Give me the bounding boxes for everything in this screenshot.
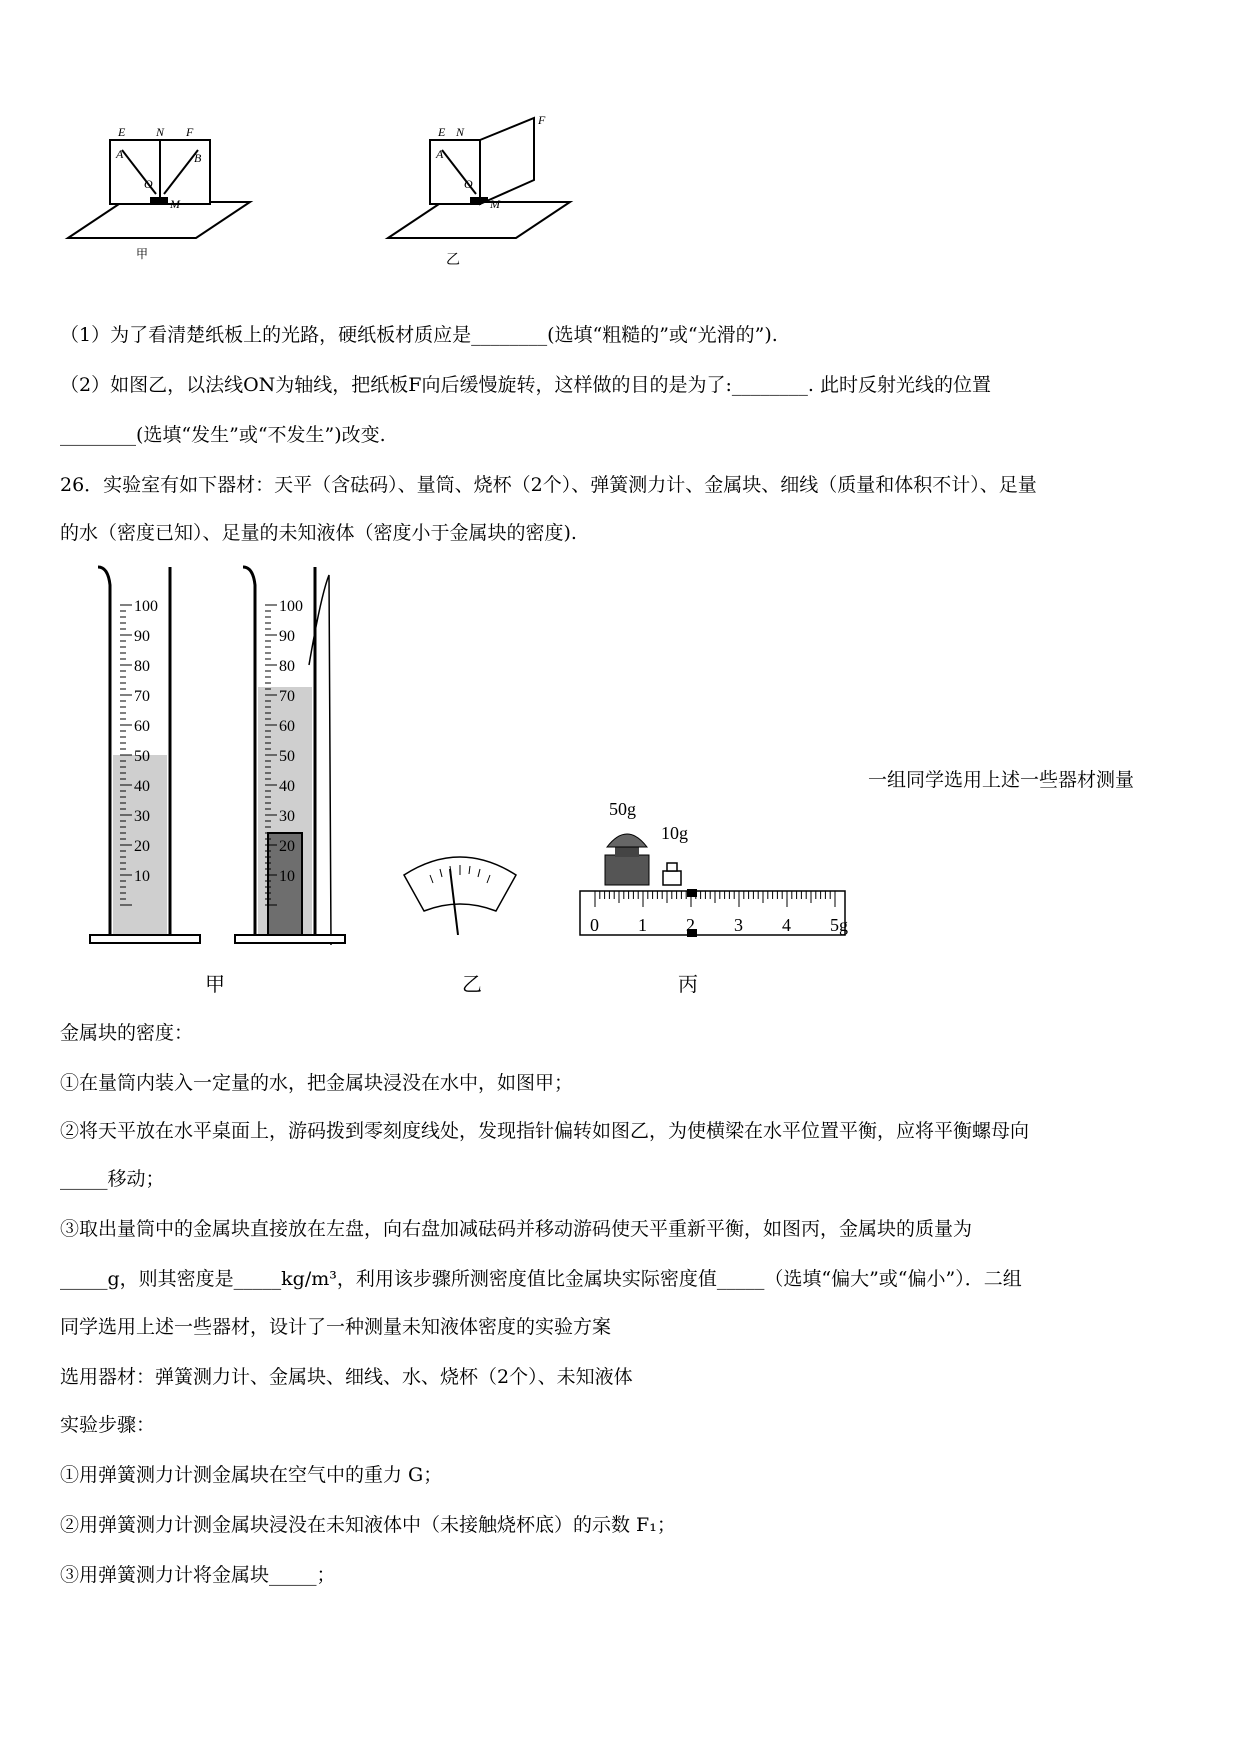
label-F-2: F (538, 113, 546, 127)
cylinder-tick-label: 70 (279, 688, 295, 705)
cylinder-tick-label: 80 (279, 658, 295, 675)
cylinder-tick-label: 30 (279, 808, 295, 825)
cylinder-jia-with-block (225, 565, 355, 950)
caption-jia: 甲 (205, 972, 225, 996)
step-3a: ③取出量筒中的金属块直接放在左盘，向右盘加减砝码并移动游码使天平重新平衡，如图丙，金属块的质量为 (60, 1218, 973, 1240)
label-F: F (186, 125, 194, 139)
scale-label: 0 (590, 915, 599, 935)
label-A-2: A (436, 147, 444, 161)
label-N-2: N (456, 125, 465, 139)
cylinder-tick-label: 60 (134, 718, 150, 735)
exp-step-1: ①用弹簧测力计测金属块在空气中的重力 G； (60, 1464, 443, 1486)
equipment-line: 选用器材：弹簧测力计、金属块、细线、水、烧杯（2个）、未知液体 (60, 1366, 633, 1388)
step-2a: ②将天平放在水平桌面上，游码拨到零刻度线处，发现指针偏转如图乙，为使横梁在水平位置平衡，应将平衡螺母向 (60, 1120, 1030, 1142)
label-B: B (194, 151, 202, 165)
step-2b: _____移动； (60, 1168, 165, 1190)
density-heading: 金属块的密度： (60, 1022, 194, 1044)
cylinder-tick-label: 70 (134, 688, 150, 705)
cylinder-tick-label: 10 (134, 868, 150, 885)
label-A: A (116, 147, 124, 161)
caption-jia-top: 甲 (136, 247, 149, 261)
weight-10g-label: 10g (661, 823, 688, 843)
cylinder-tick-label: 40 (134, 778, 150, 795)
caption-yi: 乙 (462, 972, 482, 996)
label-M: M (170, 197, 180, 211)
label-N: N (156, 125, 165, 139)
exp-step-2: ②用弹簧测力计测金属块浸没在未知液体中（未接触烧杯底）的示数 F₁； (60, 1514, 676, 1536)
label-O: O (144, 177, 153, 191)
cylinder-jia (80, 565, 210, 950)
reflection-figure (60, 110, 360, 280)
cylinder-tick-label: 90 (134, 628, 150, 645)
cylinder-tick-label: 20 (134, 838, 150, 855)
cylinder-tick-label: 20 (279, 838, 295, 855)
label-M-2: M (490, 197, 500, 211)
caption-yi-top: 乙 (446, 253, 460, 268)
step-1: ①在量筒内装入一定量的水，把金属块浸没在水中，如图甲； (60, 1072, 574, 1094)
scale-label: 2 (686, 915, 695, 935)
balance-scale (575, 785, 850, 945)
q25-part2a: （2）如图乙，以法线ON为轴线，把纸板F向后缓慢旋转，这样做的目的是为了:________. 此时反射光线的位置 (60, 374, 991, 396)
scale-label: 1 (638, 915, 647, 935)
cylinder-tick-label: 90 (279, 628, 295, 645)
step-3b: _____g，则其密度是_____kg/m³，利用该步骤所测密度值比金属块实际密度值_____（选填“偏大”或“偏小”）．二组 (60, 1268, 1022, 1290)
label-E-2: E (438, 125, 446, 139)
q26-intro-b: 的水（密度已知）、足量的未知液体（密度小于金属块的密度). (60, 522, 577, 544)
cylinder-tick-label: 40 (279, 778, 295, 795)
cylinder-tick-label: 10 (279, 868, 295, 885)
cylinder-tick-label: 100 (134, 598, 158, 615)
reflection-figure-rotated (380, 110, 620, 280)
cylinder-tick-label: 100 (279, 598, 303, 615)
q26-intro-a: 26．实验室有如下器材：天平（含砝码）、量筒、烧杯（2个）、弹簧测力计、金属块、细线（质量和体积不计）、足量 (60, 474, 1037, 496)
cylinder-tick-label: 30 (134, 808, 150, 825)
caption-bing: 丙 (678, 972, 698, 996)
pointer-dial (400, 845, 520, 935)
weight-50g-label: 50g (609, 799, 636, 819)
scale-label: 5g (830, 915, 848, 935)
cylinder-tick-label: 50 (134, 748, 150, 765)
cylinder-tick-label: 60 (279, 718, 295, 735)
label-E: E (118, 125, 126, 139)
q25-part2b: ________(选填“发生”或“不发生”)改变. (60, 424, 386, 446)
label-O-2: O (464, 177, 473, 191)
cylinder-tick-label: 80 (134, 658, 150, 675)
q25-part1: （1）为了看清楚纸板上的光路，硬纸板材质应是________(选填“粗糙的”或“光滑的”). (60, 324, 778, 346)
side-text: 一组同学选用上述一些器材测量 (868, 769, 1135, 791)
scale-label: 4 (782, 915, 791, 935)
cylinder-tick-label: 50 (279, 748, 295, 765)
exp-step-3: ③用弹簧测力计将金属块_____； (60, 1564, 336, 1586)
steps-title: 实验步骤： (60, 1414, 156, 1436)
scale-label: 3 (734, 915, 743, 935)
step-3c: 同学选用上述一些器材，设计了一种测量未知液体密度的实验方案 (60, 1316, 612, 1338)
